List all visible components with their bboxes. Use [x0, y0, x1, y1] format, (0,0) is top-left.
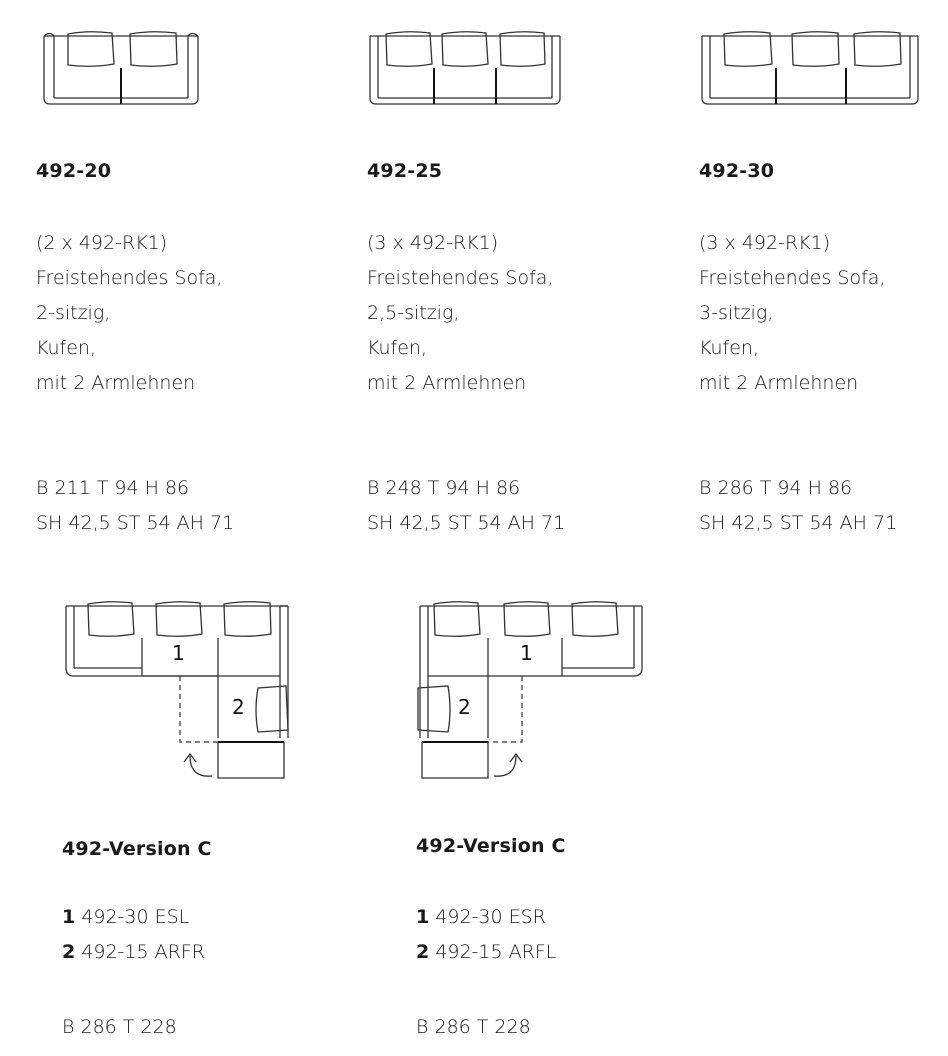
version-title: 492-Version C — [416, 835, 566, 857]
corner-sofa-drawing-esr — [412, 598, 648, 784]
product-dimensions: B 211 T 94 H 86 SH 42,5 ST 54 AH 71 — [36, 477, 235, 534]
version-c-esr — [416, 835, 566, 1045]
product-dimensions: B 286 T 94 H 86 SH 42,5 ST 54 AH 71 — [699, 477, 898, 534]
version-c-esl — [62, 838, 212, 1045]
version-dimensions: B 286 T 228 — [62, 1016, 177, 1038]
version-dimensions: B 286 T 228 — [416, 1016, 531, 1038]
product-description: (3 x 492-RK1) Freistehendes Sofa, 3-sitzig, Kufen, mit 2 Armlehnen — [699, 232, 886, 394]
sofa-drawing-492-30 — [698, 28, 924, 108]
product-code: 492-30 — [699, 160, 775, 182]
product-code: 492-25 — [367, 160, 443, 182]
product-dimensions: B 248 T 94 H 86 SH 42,5 ST 54 AH 71 — [367, 477, 566, 534]
version-parts — [416, 900, 566, 970]
part-line: 1 492-30 ESL — [62, 906, 190, 928]
diagram-label-2: 2 — [458, 695, 471, 719]
corner-sofa-drawing-esl — [62, 598, 298, 784]
product-492-25 — [367, 160, 565, 541]
product-492-20 — [36, 160, 234, 541]
diagram-label-1: 1 — [172, 641, 185, 665]
sofa-drawing-492-20 — [36, 28, 206, 108]
version-title: 492-Version C — [62, 838, 212, 860]
diagram-label-1: 1 — [520, 641, 533, 665]
diagram-label-2: 2 — [232, 695, 245, 719]
part-line: 1 492-30 ESR — [416, 906, 546, 928]
sofa-drawing-492-25 — [366, 28, 566, 108]
part-line: 2 492-15 ARFL — [416, 941, 557, 963]
version-parts — [62, 900, 212, 970]
product-492-30 — [699, 160, 897, 541]
product-description: (3 x 492-RK1) Freistehendes Sofa, 2,5-sitzig, Kufen, mit 2 Armlehnen — [367, 232, 554, 394]
product-code: 492-20 — [36, 160, 112, 182]
product-description: (2 x 492-RK1) Freistehendes Sofa, 2-sitzig, Kufen, mit 2 Armlehnen — [36, 232, 223, 394]
part-line: 2 492-15 ARFR — [62, 941, 205, 963]
